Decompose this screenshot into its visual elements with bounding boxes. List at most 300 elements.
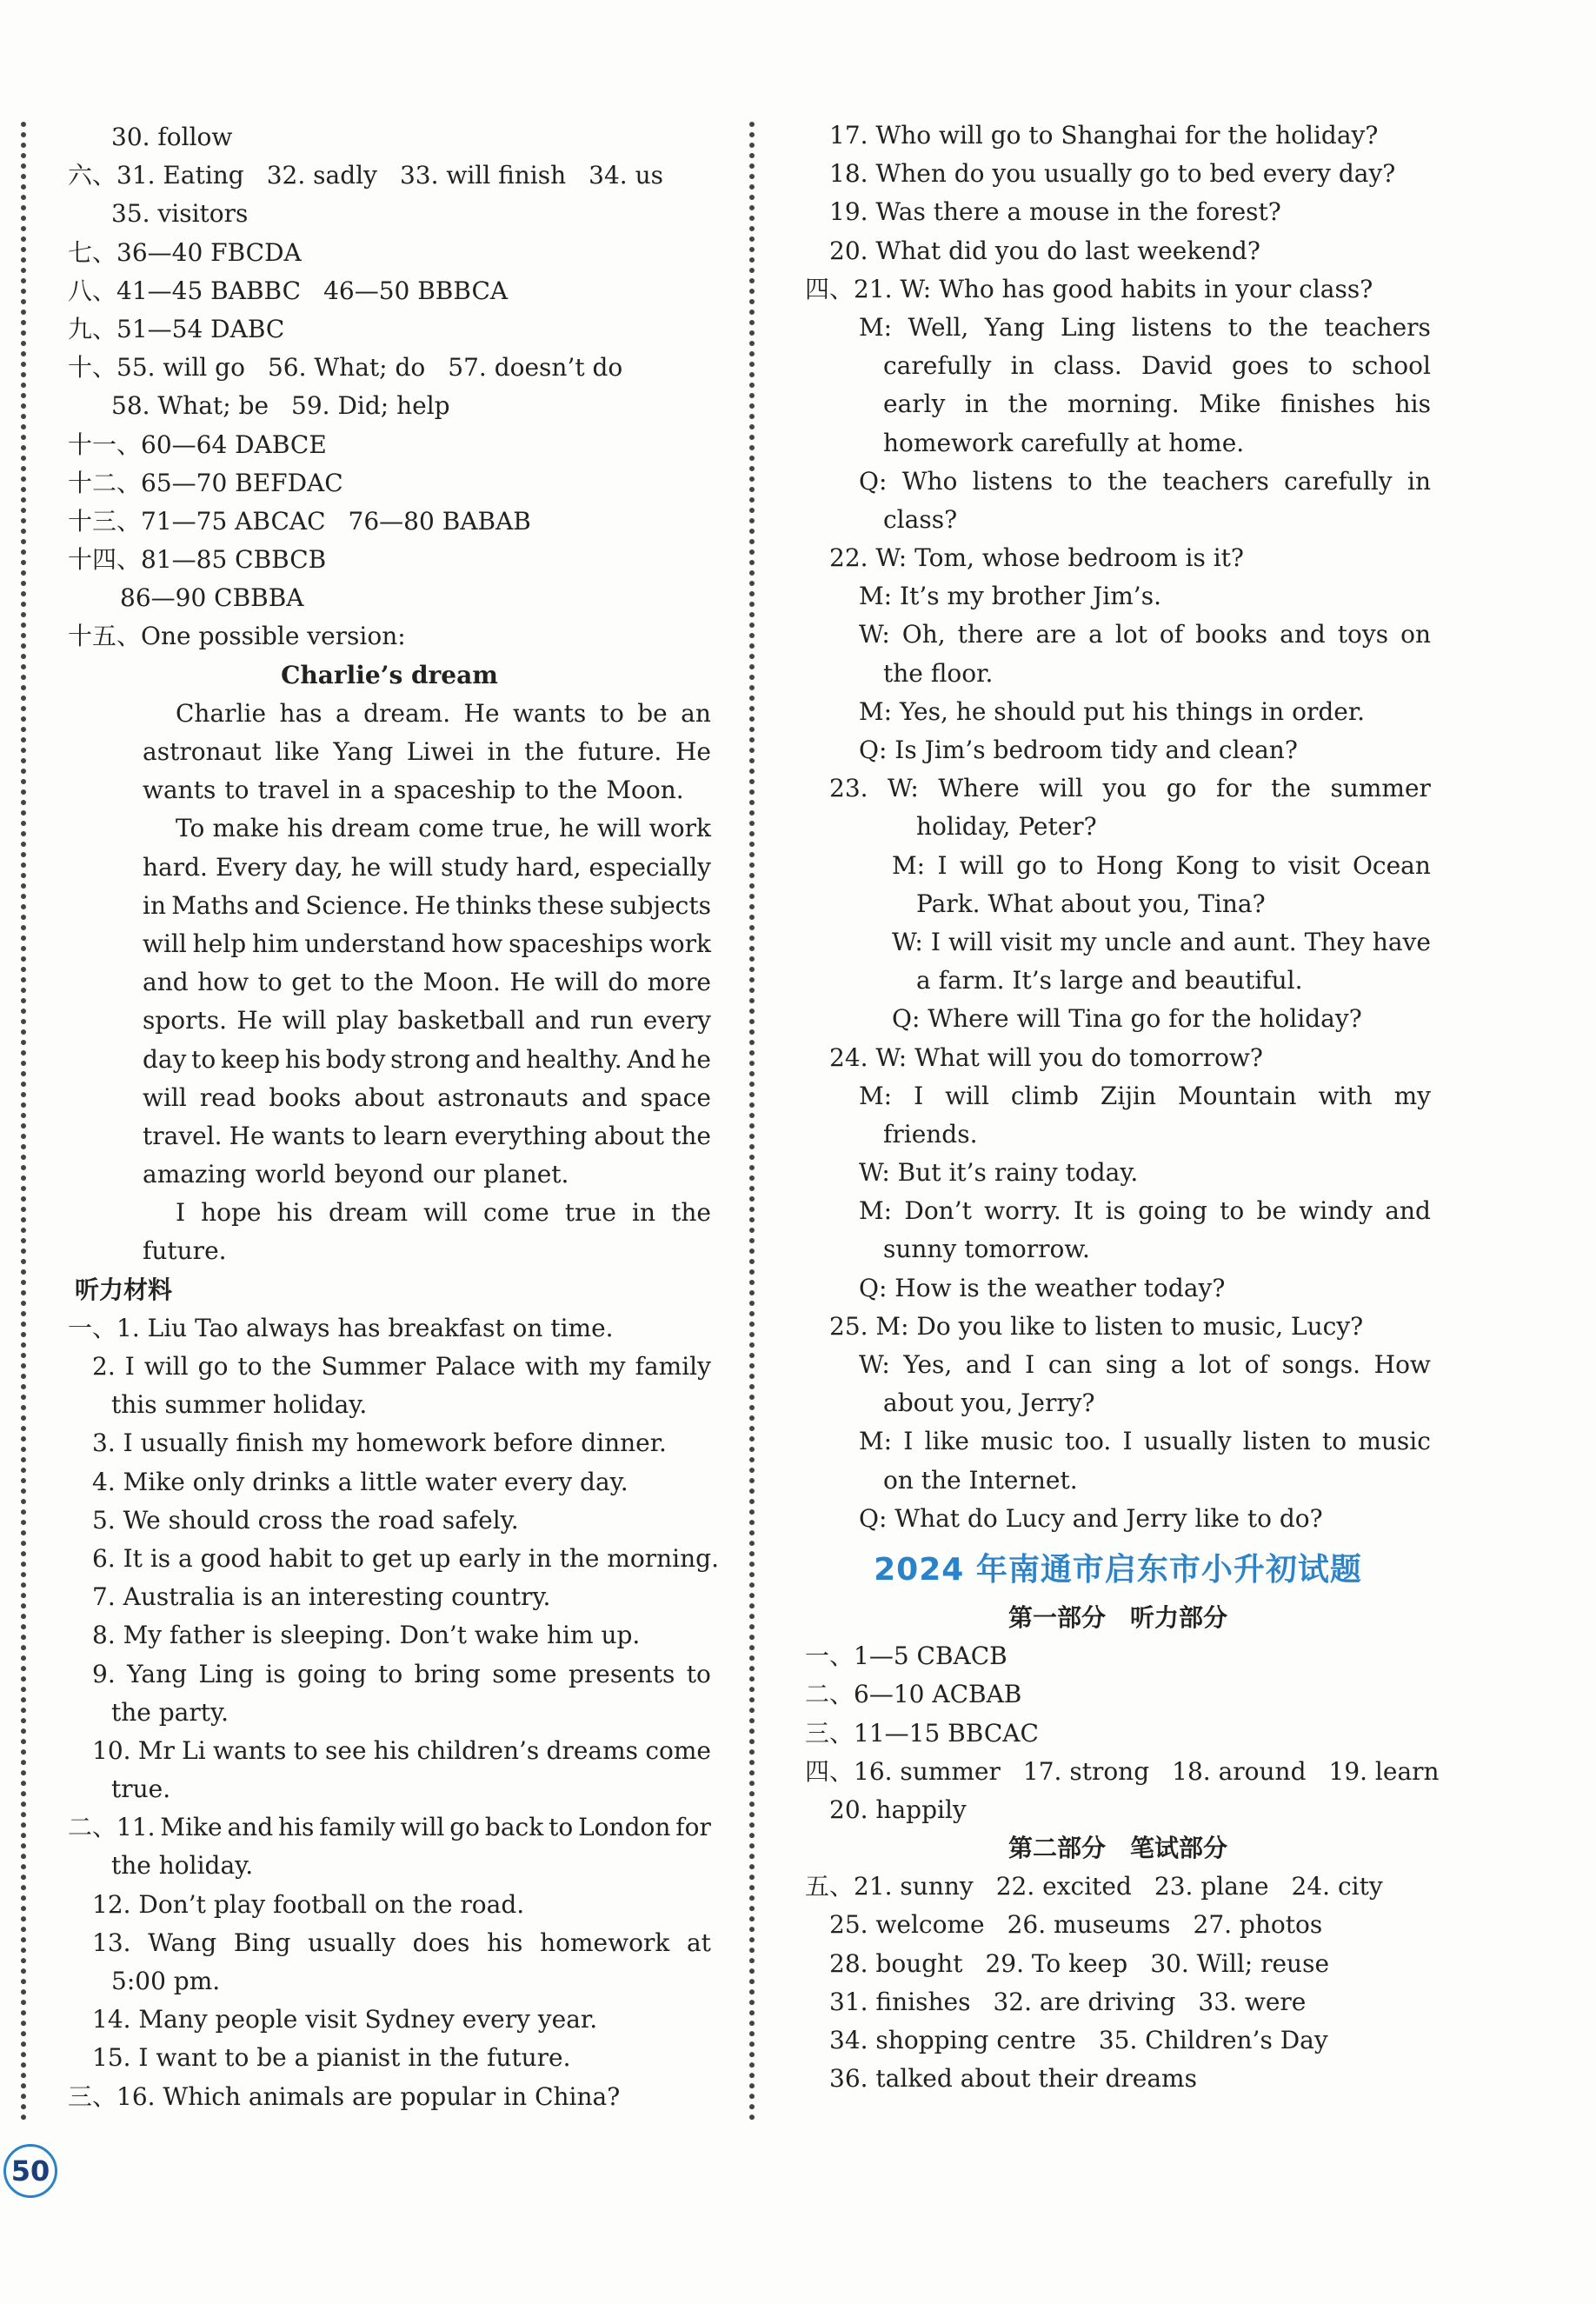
word: to — [1227, 312, 1253, 342]
answer-item: 十三、71—75 ABCAC — [68, 506, 326, 536]
word: in — [1406, 466, 1431, 496]
word: to — [293, 1735, 318, 1765]
word: the — [1271, 774, 1311, 803]
word: to — [1220, 1196, 1245, 1226]
answer-line — [805, 1715, 1431, 1753]
text-line — [805, 309, 1431, 347]
text-line: friends. — [883, 1119, 978, 1149]
answer-item: 46—50 BBBCA — [323, 276, 509, 305]
word: will — [282, 1006, 327, 1035]
word: listens — [1131, 312, 1213, 342]
word: hard, — [515, 852, 582, 882]
word: thinks — [456, 890, 532, 920]
word: and — [535, 1006, 581, 1035]
word: these — [537, 890, 604, 920]
part2-answers — [805, 1868, 1431, 2098]
word: beyond — [334, 1160, 424, 1189]
word: family — [635, 1352, 711, 1381]
word: to — [1067, 466, 1093, 496]
word: travel. — [143, 1121, 223, 1150]
word: can — [1047, 1350, 1093, 1379]
word: Li — [182, 1735, 206, 1765]
word: will — [143, 1352, 189, 1381]
text-line — [805, 1077, 1431, 1115]
word: a — [370, 776, 385, 805]
essay-line — [143, 1194, 711, 1232]
part2-title: 第二部分 笔试部分 — [1007, 1834, 1227, 1863]
word: Oh, — [901, 620, 946, 649]
answer-line — [68, 310, 711, 349]
word: I — [1025, 1350, 1035, 1379]
part1-answers — [805, 1637, 1440, 1829]
word: a — [335, 698, 350, 728]
word: space — [640, 1082, 711, 1112]
word: run — [590, 1006, 634, 1035]
word: some — [492, 1659, 557, 1688]
word: the — [1268, 312, 1309, 342]
word: will — [1039, 774, 1083, 803]
word: 23. — [829, 774, 868, 803]
word: sports. — [143, 1006, 228, 1035]
text-line: Park. What about you, Tina? — [916, 889, 1266, 918]
text-line: the holiday. — [111, 1851, 254, 1881]
word: songs. — [1281, 1350, 1361, 1379]
answer-line — [805, 1906, 1431, 1944]
answer-item: 56. What; do — [267, 353, 426, 383]
word: to — [191, 1044, 216, 1074]
word: learn — [383, 1121, 448, 1150]
answer-line — [68, 349, 711, 387]
answer-line — [805, 1637, 1431, 1675]
page-number: 50 — [3, 2144, 57, 2198]
word: windy — [1299, 1196, 1373, 1226]
word: in — [143, 890, 166, 920]
essay-line — [143, 1041, 711, 1079]
word: on — [1400, 620, 1431, 649]
word: he — [681, 1044, 711, 1074]
answer-item: 29. To keep — [985, 1948, 1128, 1978]
essay-line — [143, 695, 711, 733]
word: about — [594, 1121, 665, 1150]
word: amazing — [143, 1160, 247, 1189]
word: M: — [859, 1081, 893, 1110]
answer-item: 25. welcome — [829, 1910, 985, 1940]
word: understand — [304, 929, 446, 958]
essay-line — [143, 963, 711, 1002]
essay-line — [143, 733, 711, 771]
text-line — [805, 1346, 1431, 1384]
word: for — [1216, 774, 1252, 803]
answer-line — [68, 617, 711, 656]
word: uncle — [1104, 927, 1172, 956]
answer-item: 35. Children’s Day — [1098, 2026, 1328, 2054]
word: too. — [1064, 1427, 1112, 1456]
word: worry. — [984, 1196, 1061, 1226]
word: his — [487, 1928, 523, 1957]
word: usually — [1143, 1427, 1232, 1456]
answer-line — [805, 1675, 1431, 1714]
word: sing — [1105, 1350, 1158, 1379]
word: go — [449, 1813, 481, 1842]
word: Ocean — [1352, 850, 1431, 880]
word: 13. — [92, 1928, 131, 1957]
word: his — [287, 814, 323, 843]
answer-item: 34. us — [589, 161, 664, 190]
answer-line — [68, 387, 711, 425]
word: homework — [540, 1928, 670, 1957]
word: is — [265, 1659, 286, 1688]
text-line: 三、16. Which animals are popular in China? — [68, 2081, 621, 2111]
answer-line — [68, 118, 711, 156]
answer-item: 六、31. Eating — [68, 161, 244, 190]
word: the — [557, 776, 598, 805]
word: true — [564, 1198, 616, 1228]
word: carefully — [883, 351, 992, 381]
word: astronaut — [143, 737, 262, 766]
word: M: — [859, 1427, 893, 1456]
word: toys — [1337, 620, 1389, 649]
answer-item: 十、55. will go — [68, 353, 245, 383]
answer-item: 18. around — [1172, 1756, 1307, 1786]
word: teachers — [1324, 312, 1431, 342]
answer-item: 32. are driving — [993, 1987, 1176, 2016]
word: an — [681, 698, 711, 728]
answer-item: 20. happily — [829, 1795, 967, 1824]
word: Yes, — [903, 1350, 953, 1379]
answer-line — [68, 272, 711, 310]
word: planet. — [483, 1160, 569, 1189]
word: and — [965, 1350, 1012, 1379]
text-line: 一、1. Liu Tao always has breakfast on time. — [68, 1313, 614, 1342]
word: dream — [328, 1198, 409, 1228]
word: the — [271, 1352, 312, 1381]
word: in — [965, 390, 988, 419]
answer-item: 31. finishes — [829, 1987, 971, 2016]
word: there — [957, 620, 1024, 649]
text-line: 5. We should cross the road safely. — [92, 1505, 519, 1535]
word: I — [124, 1352, 135, 1381]
answer-item: 58. What; be — [111, 391, 269, 421]
text-line — [805, 923, 1431, 962]
text-line — [805, 463, 1431, 501]
answer-item: 22. excited — [995, 1872, 1132, 1901]
text-line: 7. Australia is an interesting country. — [92, 1582, 551, 1612]
essay-line — [143, 771, 711, 809]
word: How — [1373, 1350, 1431, 1379]
word: visit — [1288, 850, 1340, 880]
word: go — [1166, 774, 1197, 803]
essay-title: Charlie’s dream — [281, 660, 498, 689]
word: day, — [295, 852, 343, 882]
word: It — [1074, 1196, 1094, 1226]
word: like — [924, 1427, 969, 1456]
word: will — [423, 1198, 468, 1228]
text-line: Q: Is Jim’s bedroom tidy and clean? — [859, 736, 1298, 764]
word: and — [475, 1044, 522, 1074]
word: will — [143, 929, 187, 958]
word: will — [400, 1813, 445, 1842]
text-line: 14. Many people visit Sydney every year. — [92, 2005, 598, 2034]
word: W: — [892, 927, 923, 956]
word: Mountain — [1177, 1081, 1297, 1110]
answer-line — [805, 1945, 1431, 1983]
word: 2. — [92, 1352, 116, 1381]
text-line: holiday, Peter? — [916, 812, 1097, 842]
answer-item: 十四、81—85 CBBCB — [68, 545, 327, 575]
text-line — [805, 385, 1431, 423]
word: and — [582, 1082, 628, 1112]
answer-item: 四、16. summer — [805, 1756, 1001, 1786]
word: of — [1159, 620, 1184, 649]
word: basketball — [397, 1006, 525, 1035]
word: Wang — [148, 1928, 217, 1957]
essay-line — [143, 887, 711, 925]
word: to — [224, 776, 249, 805]
word: I — [930, 927, 941, 956]
answer-line — [68, 579, 711, 617]
word: to — [1059, 850, 1084, 880]
word: W: — [888, 774, 919, 803]
word: Kong — [1175, 850, 1240, 880]
essay-line — [143, 1155, 711, 1194]
answer-line — [805, 1983, 1431, 2021]
answer-item: 35. visitors — [111, 199, 249, 229]
answer-item: 32. sadly — [266, 161, 377, 190]
word: Yang — [984, 312, 1045, 342]
answer-line — [68, 156, 711, 195]
text-line: 6. It is a good habit to get up early in the morning. — [92, 1543, 719, 1573]
word: They — [1304, 927, 1365, 956]
essay-line — [143, 925, 711, 963]
text-line: 19. Was there a mouse in the forest? — [829, 197, 1281, 227]
word: W: — [859, 620, 890, 649]
word: family — [319, 1813, 396, 1842]
answer-item: 28. bought — [829, 1948, 963, 1978]
answer-item: 30. Will; reuse — [1150, 1948, 1330, 1978]
text-line — [805, 1192, 1431, 1230]
word: our — [432, 1160, 475, 1189]
word: of — [1244, 1350, 1268, 1379]
answer-item: 34. shopping centre — [829, 2026, 1076, 2054]
text-line — [68, 1348, 711, 1386]
word: my — [1393, 1081, 1431, 1110]
word: summer — [1330, 774, 1431, 803]
text-line: true. — [111, 1775, 171, 1804]
word: Q: — [859, 466, 888, 496]
word: and — [1280, 620, 1326, 649]
word: do — [608, 968, 639, 997]
word: Mike — [160, 1813, 223, 1842]
word: Ling — [198, 1659, 254, 1688]
listening-material-continued — [805, 117, 1431, 1538]
answer-line — [68, 503, 711, 541]
word: spaceships — [509, 929, 643, 958]
word: to — [549, 1813, 574, 1842]
essay-body — [143, 695, 711, 1271]
word: school — [1352, 351, 1431, 381]
answer-item: 59. Did; help — [291, 391, 450, 421]
word: like — [275, 737, 320, 766]
word: and — [1179, 927, 1226, 956]
word: study — [441, 852, 509, 882]
text-line — [805, 1422, 1431, 1461]
answer-item: 七、36—40 FBCDA — [68, 237, 302, 267]
listening-material — [68, 1309, 719, 2116]
word: how — [451, 929, 503, 958]
text-line: 4. Mike only drinks a little water every day. — [92, 1467, 628, 1496]
answer-item: 26. museums — [1007, 1910, 1171, 1940]
text-line — [805, 769, 1431, 808]
text-line: homework carefully at home. — [883, 428, 1245, 457]
word: To — [176, 814, 205, 843]
word: every — [642, 1006, 711, 1035]
word: dream. — [363, 698, 451, 728]
word: carefully — [1284, 466, 1393, 496]
word: he — [559, 814, 589, 843]
column-divider-dots — [749, 122, 755, 2121]
word: his — [1394, 390, 1431, 419]
answer-item: 十五、One possible version: — [68, 622, 406, 651]
word: be — [1256, 1196, 1287, 1226]
word: work — [648, 929, 711, 958]
answer-item: 76—80 BABAB — [348, 506, 531, 536]
text-line: this summer holiday. — [111, 1390, 368, 1420]
text-line: the party. — [111, 1697, 229, 1727]
answer-item: 33. will finish — [399, 161, 567, 190]
word: W: — [859, 1350, 890, 1379]
text-line: the floor. — [883, 658, 994, 688]
word: and — [227, 1813, 274, 1842]
text-line — [68, 1924, 711, 1962]
answer-line — [68, 426, 711, 464]
word: climb — [1010, 1081, 1079, 1110]
word: Don’t — [904, 1196, 972, 1226]
word: more — [647, 968, 711, 997]
word: morning. — [1067, 390, 1180, 419]
word: the — [1107, 466, 1147, 496]
word: Well, — [908, 312, 969, 342]
word: He — [415, 890, 451, 920]
text-line: a farm. It’s large and beautiful. — [916, 966, 1303, 996]
word: and — [143, 968, 189, 997]
word: to — [352, 1121, 377, 1150]
answer-item: 19. learn — [1328, 1756, 1440, 1786]
word: come — [645, 1735, 711, 1765]
word: does — [412, 1928, 470, 1957]
word: in — [1010, 351, 1034, 381]
answer-line — [68, 464, 711, 503]
word: the — [374, 968, 414, 997]
word: are — [1035, 620, 1077, 649]
answer-line — [68, 195, 711, 233]
word: play — [336, 1006, 389, 1035]
text-line: 四、21. W: Who has good habits in your class? — [805, 274, 1373, 303]
answer-item: 30. follow — [111, 123, 233, 151]
word: for — [675, 1813, 711, 1842]
word: Moon. — [606, 776, 684, 805]
word: his — [373, 1735, 410, 1765]
text-line: Q: How is the weather today? — [859, 1273, 1226, 1302]
text-line — [68, 1655, 711, 1694]
word: class. — [1053, 351, 1122, 381]
word: Mr — [137, 1735, 175, 1765]
answer-line — [805, 1868, 1431, 1906]
word: strong — [390, 1044, 470, 1074]
word: spaceship — [393, 776, 516, 805]
word: with — [1318, 1081, 1373, 1110]
word: a — [1088, 620, 1103, 649]
word: Liwei — [406, 737, 474, 766]
word: M: — [859, 312, 893, 342]
text-line: about you, Jerry? — [883, 1388, 1095, 1418]
word: to — [1251, 850, 1276, 880]
left-column — [68, 118, 719, 2116]
word: back — [484, 1813, 544, 1842]
word: visit — [1000, 927, 1053, 956]
essay-line — [143, 1079, 711, 1117]
exam-title: 2024 年南通市启东市小升初试题 — [874, 1551, 1362, 1588]
text-line: 5:00 pm. — [111, 1967, 221, 1995]
word: bring — [414, 1659, 481, 1688]
answer-item: 24. city — [1291, 1872, 1383, 1901]
word: Maths — [171, 890, 249, 920]
word: He — [236, 1006, 273, 1035]
word: help — [192, 929, 247, 958]
answer-item: 二、6—10 ACBAB — [805, 1680, 1022, 1709]
word: M: — [892, 850, 926, 880]
word: Every — [215, 852, 287, 882]
word: early — [883, 390, 946, 419]
word: hope — [201, 1198, 262, 1228]
part1-title: 第一部分 听力部分 — [1007, 1602, 1227, 1632]
word: travel — [257, 776, 330, 805]
word: everything — [454, 1121, 588, 1150]
word: his — [278, 1813, 315, 1842]
answer-item: 57. doesn’t do — [448, 353, 623, 383]
word: see — [325, 1735, 367, 1765]
word: about — [354, 1082, 425, 1112]
word: M: — [859, 1196, 893, 1226]
word: to — [599, 698, 624, 728]
essay-line — [143, 1002, 711, 1040]
text-line: 18. When do you usually go to bed every day? — [829, 159, 1396, 189]
answer-item: 27. photos — [1193, 1910, 1323, 1940]
text-line: W: But it’s rainy today. — [859, 1158, 1139, 1188]
word: I — [1122, 1427, 1133, 1456]
word: to — [257, 968, 283, 997]
word: my — [589, 1352, 626, 1381]
word: goes — [1231, 351, 1289, 381]
right-column — [805, 117, 1440, 2098]
word: body — [325, 1044, 386, 1074]
word: how — [197, 968, 249, 997]
text-line — [68, 1732, 711, 1770]
text-line: 8. My father is sleeping. Don’t wake him up. — [92, 1621, 641, 1650]
word: astronauts — [437, 1082, 569, 1112]
word: at — [686, 1928, 711, 1957]
word: true, — [491, 814, 551, 843]
word: books — [1195, 620, 1268, 649]
word: dream — [330, 814, 410, 843]
word: will — [959, 850, 1004, 880]
word: Science. — [305, 890, 409, 920]
word: will — [554, 968, 599, 997]
word: is — [1105, 1196, 1126, 1226]
word: to — [378, 1659, 403, 1688]
word: Moon. — [422, 968, 501, 997]
answer-item: 九、51—54 DABC — [68, 314, 285, 343]
left-binding-dots — [21, 122, 26, 2121]
